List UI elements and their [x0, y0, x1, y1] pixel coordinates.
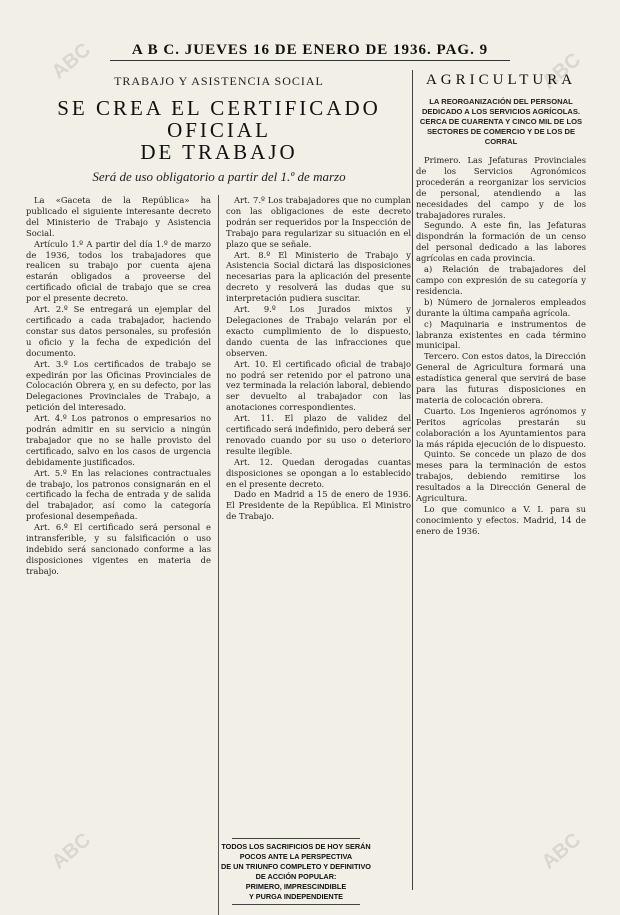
agriculture-subhead: LA REORGANIZACIÓN DEL PERSONAL DEDICADO A LOS SERVICIOS AGRÍCOLAS. CERCA DE CUARENTA Y CINCO MIL DE LOS SECTORES DE COMERCIO Y DE LOS DE CORRAL [419, 97, 583, 146]
paragraph: Dado en Madrid a 15 de enero de 1936. El Presidente de la República. El Ministro de Trabajo. [226, 489, 411, 522]
paragraph: Art. 10. El certificado oficial de trabajo no podrá ser retenido por el patrono una vez terminada la relación laboral, debiendo ser devuelto al trabajador con las anotaciones correspondientes. [226, 358, 411, 413]
paragraph: Art. 4.º Los patronos o empresarios no podrán admitir en su servicio a ningún trabajador que no se halle provisto del certificado, salvo en los casos de urgencia debidamente justificados. [26, 413, 211, 467]
campaign-notice [212, 836, 380, 908]
section-title-agricultura: AGRICULTURA [425, 72, 577, 88]
paragraph: Art. 5.º En las relaciones contractuales de trabajo, los patronos consignarán en el certificado la fecha de entrada y de salida del trabajador, así como la categoría profesional desempeñada. [26, 467, 211, 522]
paragraph: Cuarto. Los Ingenieros agrónomos y Peritos agrícolas prestarán su colaboración a los Ayuntamientos para la más rápida ejecución de lo dispuesto. [416, 405, 586, 449]
headline-line-1: SE CREA EL CERTIFICADO OFICIAL [57, 96, 381, 142]
headline-line-2: DE TRABAJO [140, 140, 298, 164]
paragraph: Primero. Las Jefaturas Provinciales de los Servicios Agronómicos procederán a reorganizar los servicios de personal, atendiendo a las necesidades del campo y de los trabajadores rurales. [416, 155, 586, 220]
subhead: Será de uso obligatorio a partir del 1.º de marzo [92, 169, 346, 184]
paragraph: Art. 2.º Se entregará un ejemplar del certificado a cada trabajador, haciendo constar sus datos personales, su profesión u oficio y la fecha de expedición del documento. [26, 304, 211, 358]
paragraph: Art. 12. Quedan derogadas cuantas disposiciones se opongan a lo establecido en el presente decreto. [226, 456, 411, 489]
agriculture-article [416, 70, 586, 898]
masthead-rule [110, 60, 510, 61]
paragraph: Quinto. Se concede un plazo de dos meses para la terminación de estos trabajos, debiendo remitirse los resultados a la Dirección General de Agricultura. [416, 449, 586, 504]
section-title-trabajo: TRABAJO Y ASISTENCIA SOCIAL [114, 74, 324, 88]
notice-line-4: PRIMERO, IMPRESCINDIBLE [245, 882, 347, 891]
notice-line-2: DE UN TRIUNFO COMPLETO Y DEFINITIVO [220, 862, 371, 871]
paragraph: a) Relación de trabajadores del campo con expresión de su categoría y residencia. [416, 264, 586, 296]
notice-line-1: TODOS LOS SACRIFICIOS DE HOY SERÁN POCOS ANTE LA PERSPECTIVA [221, 842, 371, 861]
paragraph: c) Maquinaria e instrumentos de labranza existentes en cada término municipal. [416, 318, 586, 351]
paragraph: Segundo. A este fin, las Jefaturas dispondrán la formación de un censo del personal dedicado a las labores agrícolas en cada provincia. [416, 220, 586, 264]
page-column-divider [412, 70, 413, 890]
paragraph: Art. 11. El plazo de validez del certificado será indefinido, pero deberá ser renovado cuando por su uso o deterioro resulte ilegible. [226, 413, 411, 456]
watermark-top-right: ABC [537, 48, 586, 94]
notice-rule-top [232, 838, 360, 839]
watermark-top-left: ABC [47, 38, 96, 84]
masthead [0, 0, 620, 70]
paragraph: Artículo 1.º A partir del día 1.º de marzo de 1936, todos los trabajadores que realicen su trabajo por cuenta ajena estarán obligados a proveerse del certificado oficial de trabajo que se crea por el presente decreto. [26, 238, 211, 304]
masthead-line: A B C. JUEVES 16 DE ENERO DE 1936. PAG. 9 [131, 42, 489, 58]
watermark-bottom-left: ABC [47, 828, 96, 874]
notice-rule-bottom [232, 904, 360, 905]
agriculture-body [416, 155, 586, 537]
paragraph: Art. 8.º El Ministerio de Trabajo y Asistencia Social dictará las disposiciones necesarias para la aplicación del presente decreto y resolverá las dudas que su interpretación pudiera suscitar. [226, 249, 411, 304]
notice-line-5: Y PURGA INDEPENDIENTE [248, 892, 344, 901]
column-divider [218, 195, 219, 915]
paragraph: Tercero. Con estos datos, la Dirección General de Agricultura formará una estadística general que servirá de base para las futuras disposiciones en materia de colocación obrera. [416, 351, 586, 405]
paragraph: b) Número de jornaleros empleados durante la última campaña agrícola. [416, 296, 586, 318]
article-column-a [26, 195, 211, 915]
headline [26, 97, 412, 163]
paragraph: Art. 6.º El certificado será personal e intransferible, y su falsificación o uso indebido será sancionado conforme a las disposiciones vigentes en materia de trabajo. [26, 522, 211, 576]
paragraph: Lo que comunico a V. I. para su conocimiento y efectos. Madrid, 14 de enero de 1936. [416, 504, 586, 536]
notice-line-3: DE ACCIÓN POPULAR: [255, 872, 337, 881]
watermark-bottom-right: ABC [537, 828, 586, 874]
paragraph: La «Gaceta de la República» ha publicado el siguiente interesante decreto del Ministerio de Trabajo y Asistencia Social. [26, 195, 211, 238]
article-columns [26, 195, 412, 915]
paragraph: Art. 9.º Los Jurados mixtos y Delegaciones de Trabajo velarán por el exacto cumplimiento de lo dispuesto, dando cuenta de las infracciones que observen. [226, 304, 411, 358]
labor-article [26, 70, 412, 898]
article-column-b [226, 195, 411, 915]
paragraph: Art. 7.º Los trabajadores que no cumplan con las obligaciones de este decreto podrán ser requeridos por la Inspección de Trabajo para regularizar su situación en el plazo que se señale. [226, 195, 411, 249]
paragraph: Art. 3.º Los certificados de trabajo se expedirán por las Oficinas Provinciales de Colocación Obrera y, en su defecto, por las Delegaciones Provinciales de Trabajo, a petición del interesado. [26, 358, 211, 413]
